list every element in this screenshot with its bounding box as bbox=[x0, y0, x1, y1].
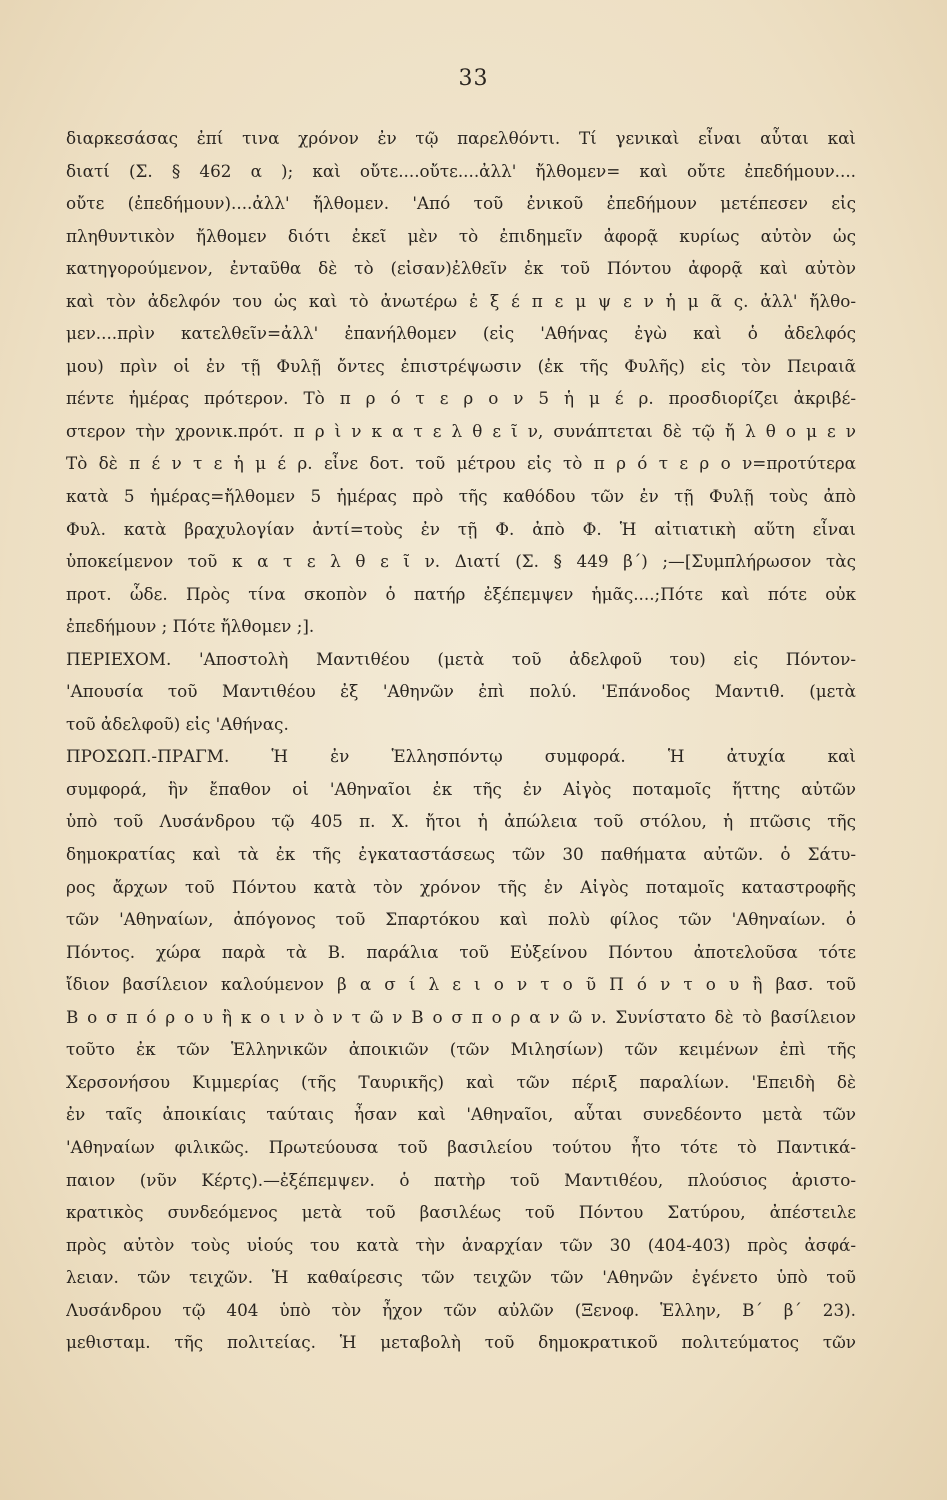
text-line: διαρκεσάσας ἐπί τινα χρόνον ἐν τῷ παρελθόντι. Τί γενικαὶ εἶναι αὗται καὶ bbox=[66, 128, 856, 148]
text-line: μεθισταμ. τῆς πολιτείας. Ἡ μεταβολὴ τοῦ δημοκρατικοῦ πολιτεύματος τῶν bbox=[66, 1332, 856, 1353]
text-line: ΠΕΡΙΕΧΟΜ. 'Αποστολὴ Μαντιθέου (μετὰ τοῦ ἀδελφοῦ του) εἰς Πόντον- bbox=[66, 648, 856, 669]
text-line: Πόντος. χώρα παρὰ τὰ Β. παράλια τοῦ Εὐξείνου Πόντου ἀποτελοῦσα τότε bbox=[66, 941, 856, 962]
text-line: Τὸ δὲ π έ ν τ ε ἡ μ έ ρ. εἶνε δοτ. τοῦ μέτρου εἰς τὸ π ρ ό τ ε ρ ο ν=προτύτερα bbox=[66, 453, 856, 474]
text-line: 'Αθηναίων φιλικῶς. Πρωτεύουσα τοῦ βασιλείου τούτου ἦτο τότε τὸ Παντικά- bbox=[66, 1136, 856, 1157]
text-line: Λυσάνδρου τῷ 404 ὑπὸ τὸν ἦχον τῶν αὐλῶν (Ξενοφ. Ἑλλην, Β΄ β΄ 23). bbox=[66, 1299, 856, 1320]
text-line: στερον τὴν χρονικ.πρότ. π ρ ὶ ν κ α τ ε λ θ ε ῖ ν, συνάπτεται δὲ τῷ ἤ λ θ ο μ ε ν bbox=[66, 420, 856, 441]
text-line: διατί (Σ. § 462 α ); καὶ οὔτε....οὔτε....ἀλλ' ἤλθομεν= καὶ οὔτε ἐπεδήμουν.... bbox=[66, 160, 856, 181]
text-line: Β ο σ π ό ρ ο υ ἢ κ ο ι ν ὸ ν τ ῶ ν Β ο σ π ο ρ α ν ῶ ν. Συνίστατο δὲ τὸ βασίλειον bbox=[66, 1006, 856, 1027]
text-line: τοῦτο ἐκ τῶν Ἑλληνικῶν ἀποικιῶν (τῶν Μιλησίων) τῶν κειμένων ἐπὶ τῆς bbox=[66, 1039, 856, 1060]
text-line: καὶ τὸν ἀδελφόν του ὡς καὶ τὸ ἀνωτέρω ἐ ξ έ π ε μ ψ ε ν ἡ μ ᾶ ς. ἀλλ' ἤλθο- bbox=[66, 290, 856, 311]
text-line: ἴδιον βασίλειον καλούμενον β α σ ί λ ε ι ο ν τ ο ῦ Π ό ν τ ο υ ἢ βασ. τοῦ bbox=[66, 974, 856, 995]
text-line: 'Απουσία τοῦ Μαντιθέου ἐξ 'Αθηνῶν ἐπὶ πολύ. 'Επάνοδος Μαντιθ. (μετὰ bbox=[66, 681, 856, 702]
text-line: παιον (νῦν Κέρτς).—ἐξέπεμψεν. ὁ πατὴρ τοῦ Μαντιθέου, πλούσιος ἀριστο- bbox=[66, 1169, 856, 1190]
text-line: ὑποκείμενον τοῦ κ α τ ε λ θ ε ῖ ν. Διατί (Σ. § 449 β΄) ;—[Συμπλήρωσον τὰς bbox=[66, 551, 856, 572]
text-line: μου) πρὶν οἱ ἐν τῇ Φυλῇ ὄντες ἐπιστρέψωσιν (ἐκ τῆς Φυλῆς) εἰς τὸν Πειραιᾶ bbox=[66, 355, 856, 376]
text-line: τῶν 'Αθηναίων, ἀπόγονος τοῦ Σπαρτόκου καὶ πολὺ φίλος τῶν 'Αθηναίων. ὁ bbox=[66, 909, 856, 930]
text-line: Φυλ. κατὰ βραχυλογίαν ἀντί=τοὺς ἐν τῇ Φ. ἀπὸ Φ. Ἡ αἰτιατικὴ αὕτη εἶναι bbox=[66, 518, 856, 539]
text-line: οὔτε (ἐπεδήμουν)....ἀλλ' ἤλθομεν. 'Από τοῦ ἐνικοῦ ἐπεδήμουν μετέπεσεν εἰς bbox=[66, 193, 856, 214]
page-number: 33 bbox=[458, 66, 489, 91]
text-line: πληθυντικὸν ἤλθομεν διότι ἐκεῖ μὲν τὸ ἐπιδημεῖν ἀφορᾷ κυρίως αὐτὸν ὡς bbox=[66, 225, 856, 246]
text-line: κρατικὸς συνδεόμενος μετὰ τοῦ βασιλέως τοῦ Πόντου Σατύρου, ἀπέστειλε bbox=[66, 1202, 856, 1223]
text-line: λειαν. τῶν τειχῶν. Ἡ καθαίρεσις τῶν τειχῶν τῶν 'Αθηνῶν ἐγένετο ὑπὸ τοῦ bbox=[66, 1267, 856, 1288]
text-line: ἐν ταῖς ἀποικίαις ταύταις ἦσαν καὶ 'Αθηναῖοι, αὗται συνεδέοντο μετὰ τῶν bbox=[66, 1104, 856, 1125]
commentary-text bbox=[66, 122, 856, 1359]
text-line: ΠΡΟΣΩΠ.-ΠΡΑΓΜ. Ἡ ἐν Ἑλλησπόντῳ συμφορά. Ἡ ἀτυχία καὶ bbox=[66, 746, 856, 767]
text-line: Χερσονήσου Κιμμερίας (τῆς Ταυρικῆς) καὶ τῶν πέριξ παραλίων. 'Επειδὴ δὲ bbox=[66, 1071, 856, 1092]
text-line: πρὸς αὐτὸν τοὺς υἱούς του κατὰ τὴν ἀναρχίαν τῶν 30 (404-403) πρὸς ἀσφά- bbox=[66, 1234, 856, 1255]
text-line: δημοκρατίας καὶ τὰ ἐκ τῆς ἐγκαταστάσεως τῶν 30 παθήματα αὐτῶν. ὁ Σάτυ- bbox=[66, 844, 856, 865]
text-line: ἐπεδήμουν ; Πότε ἤλθομεν ;]. bbox=[66, 616, 315, 637]
text-line: τοῦ ἀδελφοῦ) εἰς 'Αθήνας. bbox=[66, 713, 289, 734]
text-line: κατὰ 5 ἡμέρας=ἤλθομεν 5 ἡμέρας πρὸ τῆς καθόδου τῶν ἐν τῇ Φυλῇ τοὺς ἀπὸ bbox=[66, 486, 856, 507]
text-line: κατηγορούμενον, ἐνταῦθα δὲ τὸ (εἰσαν)ἐλθεῖν ἐκ τοῦ Πόντου ἀφορᾷ καὶ αὐτὸν bbox=[66, 258, 856, 279]
text-line: προτ. ὧδε. Πρὸς τίνα σκοπὸν ὁ πατήρ ἐξέπεμψεν ἡμᾶς....;Πότε καὶ πότε οὐκ bbox=[66, 583, 856, 604]
text-line: συμφορά, ἣν ἔπαθον οἱ 'Αθηναῖοι ἐκ τῆς ἐν Αἰγὸς ποταμοῖς ἥττης αὐτῶν bbox=[66, 778, 856, 799]
text-line: πέντε ἡμέρας πρότερον. Τὸ π ρ ό τ ε ρ ο ν 5 ἡ μ έ ρ. προσδιορίζει ἀκριβέ- bbox=[66, 388, 856, 409]
text-line: μεν....πρὶν κατελθεῖν=ἀλλ' ἐπανήλθομεν (εἰς 'Αθήνας ἐγὼ καὶ ὁ ἀδελφός bbox=[66, 323, 856, 344]
text-line: ρος ἄρχων τοῦ Πόντου κατὰ τὸν χρόνον τῆς ἐν Αἰγὸς ποταμοῖς καταστροφῆς bbox=[66, 876, 856, 897]
text-line: ὑπὸ τοῦ Λυσάνδρου τῷ 405 π. Χ. ἤτοι ἡ ἀπώλεια τοῦ στόλου, ἡ πτῶσις τῆς bbox=[66, 811, 856, 832]
